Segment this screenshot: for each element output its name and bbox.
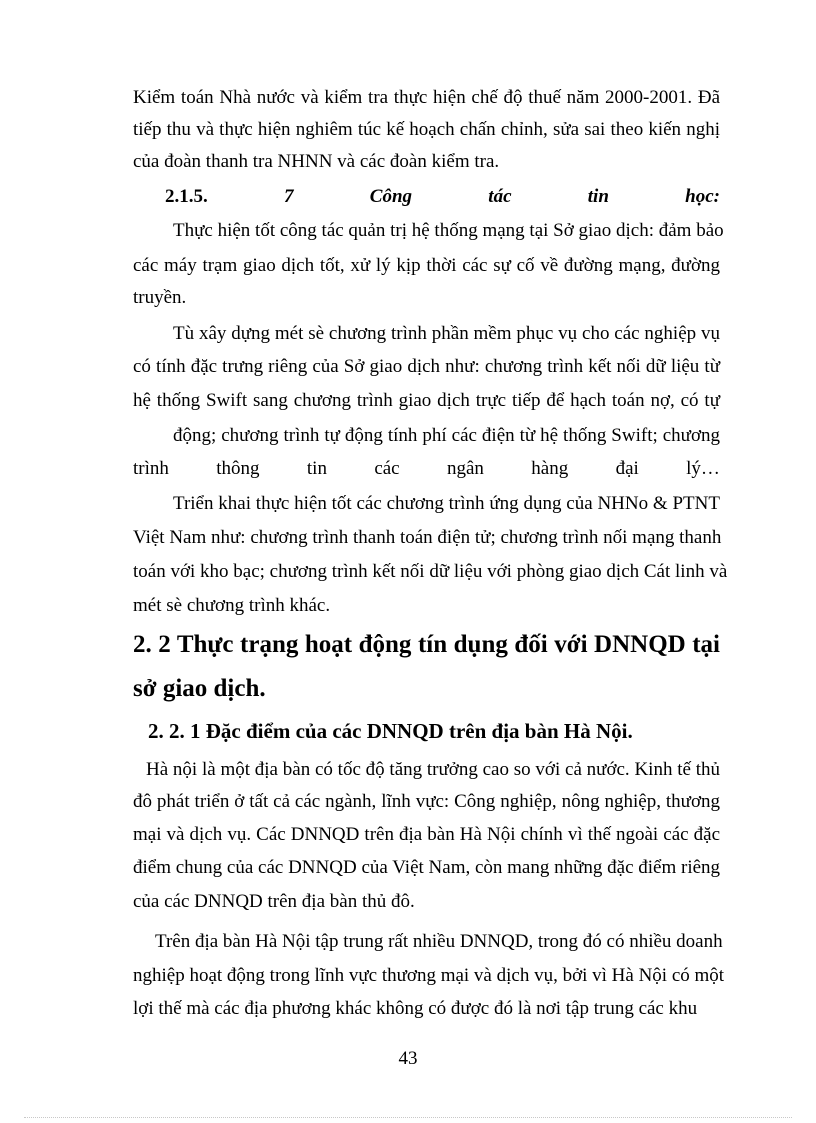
text-line: đô phát triển ở tất cả các ngành, lĩnh vực: Công nghiệp, nông nghiệp, thương	[133, 791, 720, 812]
word: ngân	[446, 458, 484, 479]
heading-number: 2.1.5.	[165, 186, 208, 207]
section-heading-2-2-cont: sở giao dịch.	[133, 675, 266, 702]
text-line: có tính đặc trưng riêng của Sở giao dịch như: chương trình kết nối dữ liệu từ	[133, 356, 720, 377]
page-bottom-divider	[24, 1117, 792, 1118]
word: các	[374, 458, 400, 479]
heading-word: Công	[369, 186, 413, 207]
text-line: Hà nội là một địa bàn có tốc độ tăng trưởng cao so với cả nước. Kinh tế thủ	[146, 759, 720, 780]
text-line: Triển khai thực hiện tốt các chương trình ứng dụng của NHNo & PTNT	[173, 493, 720, 514]
text-line: Việt Nam như: chương trình thanh toán điện tử; chương trình nối mạng thanh	[133, 527, 722, 548]
heading-word: 7	[284, 186, 294, 207]
word: trình	[133, 458, 169, 479]
text-line: động; chương trình tự động tính phí các điện từ hệ thống Swift; chương	[173, 425, 720, 446]
text-line: hệ thống Swift sang chương trình giao dịch trực tiếp để hạch toán nợ, có tự	[133, 390, 720, 411]
heading-word: học:	[685, 186, 720, 207]
text-line: Kiểm toán Nhà nước và kiểm tra thực hiện chế độ thuế năm 2000-2001. Đã	[133, 87, 720, 108]
page-number: 43	[398, 1048, 418, 1069]
section-heading-2-2: 2. 2 Thực trạng hoạt động tín dụng đối với DNNQD tại	[133, 631, 720, 658]
text-line: Trên địa bàn Hà Nội tập trung rất nhiều DNNQD, trong đó có nhiều doanh	[155, 931, 723, 952]
word: lý…	[686, 458, 720, 479]
word: tin	[306, 458, 327, 479]
section-heading-2-1-5	[165, 185, 720, 209]
text-line: của các DNNQD trên địa bàn thủ đô.	[133, 891, 415, 912]
heading-word: tác	[488, 186, 512, 207]
text-line-spread	[133, 457, 720, 481]
text-line: truyền.	[133, 287, 187, 308]
text-line: tiếp thu và thực hiện nghiêm túc kế hoạch chấn chỉnh, sửa sai theo kiến nghị	[133, 119, 720, 140]
text-line: Tù xây dựng mét sè chương trình phần mềm phục vụ cho các nghiệp vụ	[173, 323, 720, 344]
text-line: mét sè chương trình khác.	[133, 595, 331, 616]
text-line: mại và dịch vụ. Các DNNQD trên địa bàn Hà Nội chính vì thế ngoài các đặc	[133, 824, 720, 845]
word: đại	[615, 458, 639, 479]
text-line: nghiệp hoạt động trong lĩnh vực thương mại và dịch vụ, bởi vì Hà Nội có một	[133, 965, 725, 986]
text-line: Thực hiện tốt công tác quản trị hệ thống mạng tại Sở giao dịch: đảm bảo	[173, 220, 724, 241]
word: hàng	[531, 458, 569, 479]
text-line: điểm chung của các DNNQD của Việt Nam, còn mang những đặc điểm riêng	[133, 857, 721, 878]
text-line: toán với kho bạc; chương trình kết nối dữ liệu với phòng giao dịch Cát linh và	[133, 561, 728, 582]
text-line: lợi thế mà các địa phương khác không có được đó là nơi tập trung các khu	[133, 998, 698, 1019]
section-heading-2-2-1: 2. 2. 1 Đặc điểm của các DNNQD trên địa bàn Hà Nội.	[148, 719, 633, 743]
text-line: của đoàn thanh tra NHNN và các đoàn kiểm tra.	[133, 151, 500, 172]
text-line: các máy trạm giao dịch tốt, xử lý kịp thời các sự cố về đường mạng, đường	[133, 255, 720, 276]
word: thông	[216, 458, 260, 479]
heading-word: tin	[587, 186, 609, 207]
